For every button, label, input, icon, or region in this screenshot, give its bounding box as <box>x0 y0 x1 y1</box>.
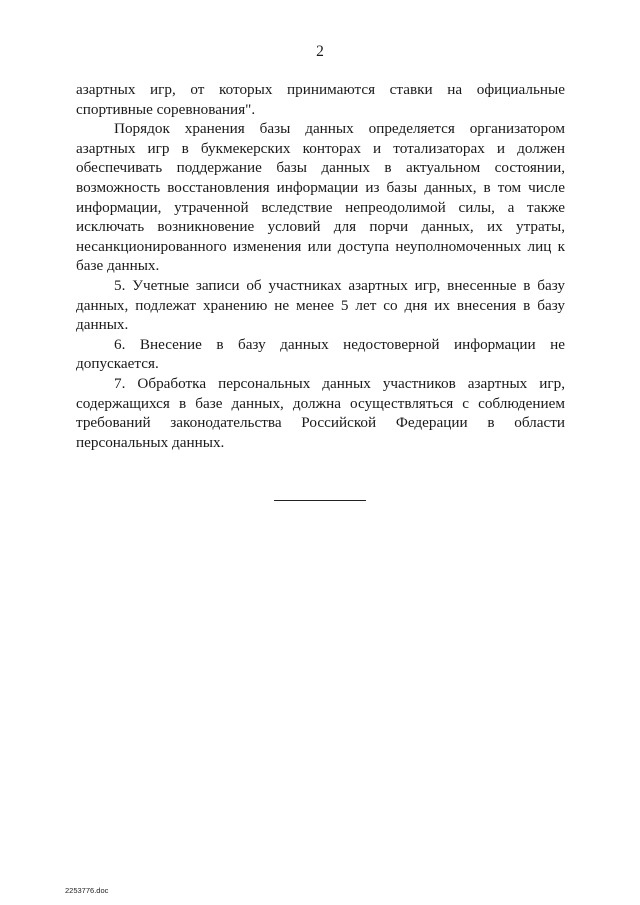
document-file-id: 2253776.doc <box>65 886 109 895</box>
paragraph-storage-procedure: Порядок хранения базы данных определяется организатором азартных игр в букмекерских конторах и тотализаторах и должен обеспечивать поддержание базы данных в актуальном состоянии, возможность восстановления информации из базы данных, в том числе информации, утраченной вследствие непреодолимой силы, а также исключать возникновение условий для порчи данных, их утраты, несанкционированного изменения или доступа неуполномоченных лиц к базе данных. <box>76 120 565 275</box>
paragraph-item-7: 7. Обработка персональных данных участников азартных игр, содержащихся в базе данных, должна осуществляться с соблюдением требований законодательства Российской Федерации в области персональных данных. <box>76 374 565 451</box>
page-number: 2 <box>316 43 324 60</box>
document-body <box>76 80 565 452</box>
end-separator-line <box>274 500 366 501</box>
paragraph-item-5: 5. Учетные записи об участниках азартных игр, внесенные в базу данных, подлежат хранению не менее 5 лет со дня их внесения в базу данных. <box>76 276 565 334</box>
paragraph-continuation: азартных игр, от которых принимаются ставки на официальные спортивные соревнования". <box>76 81 565 118</box>
paragraph-item-6: 6. Внесение в базу данных недостоверной информации не допускается. <box>76 335 565 373</box>
